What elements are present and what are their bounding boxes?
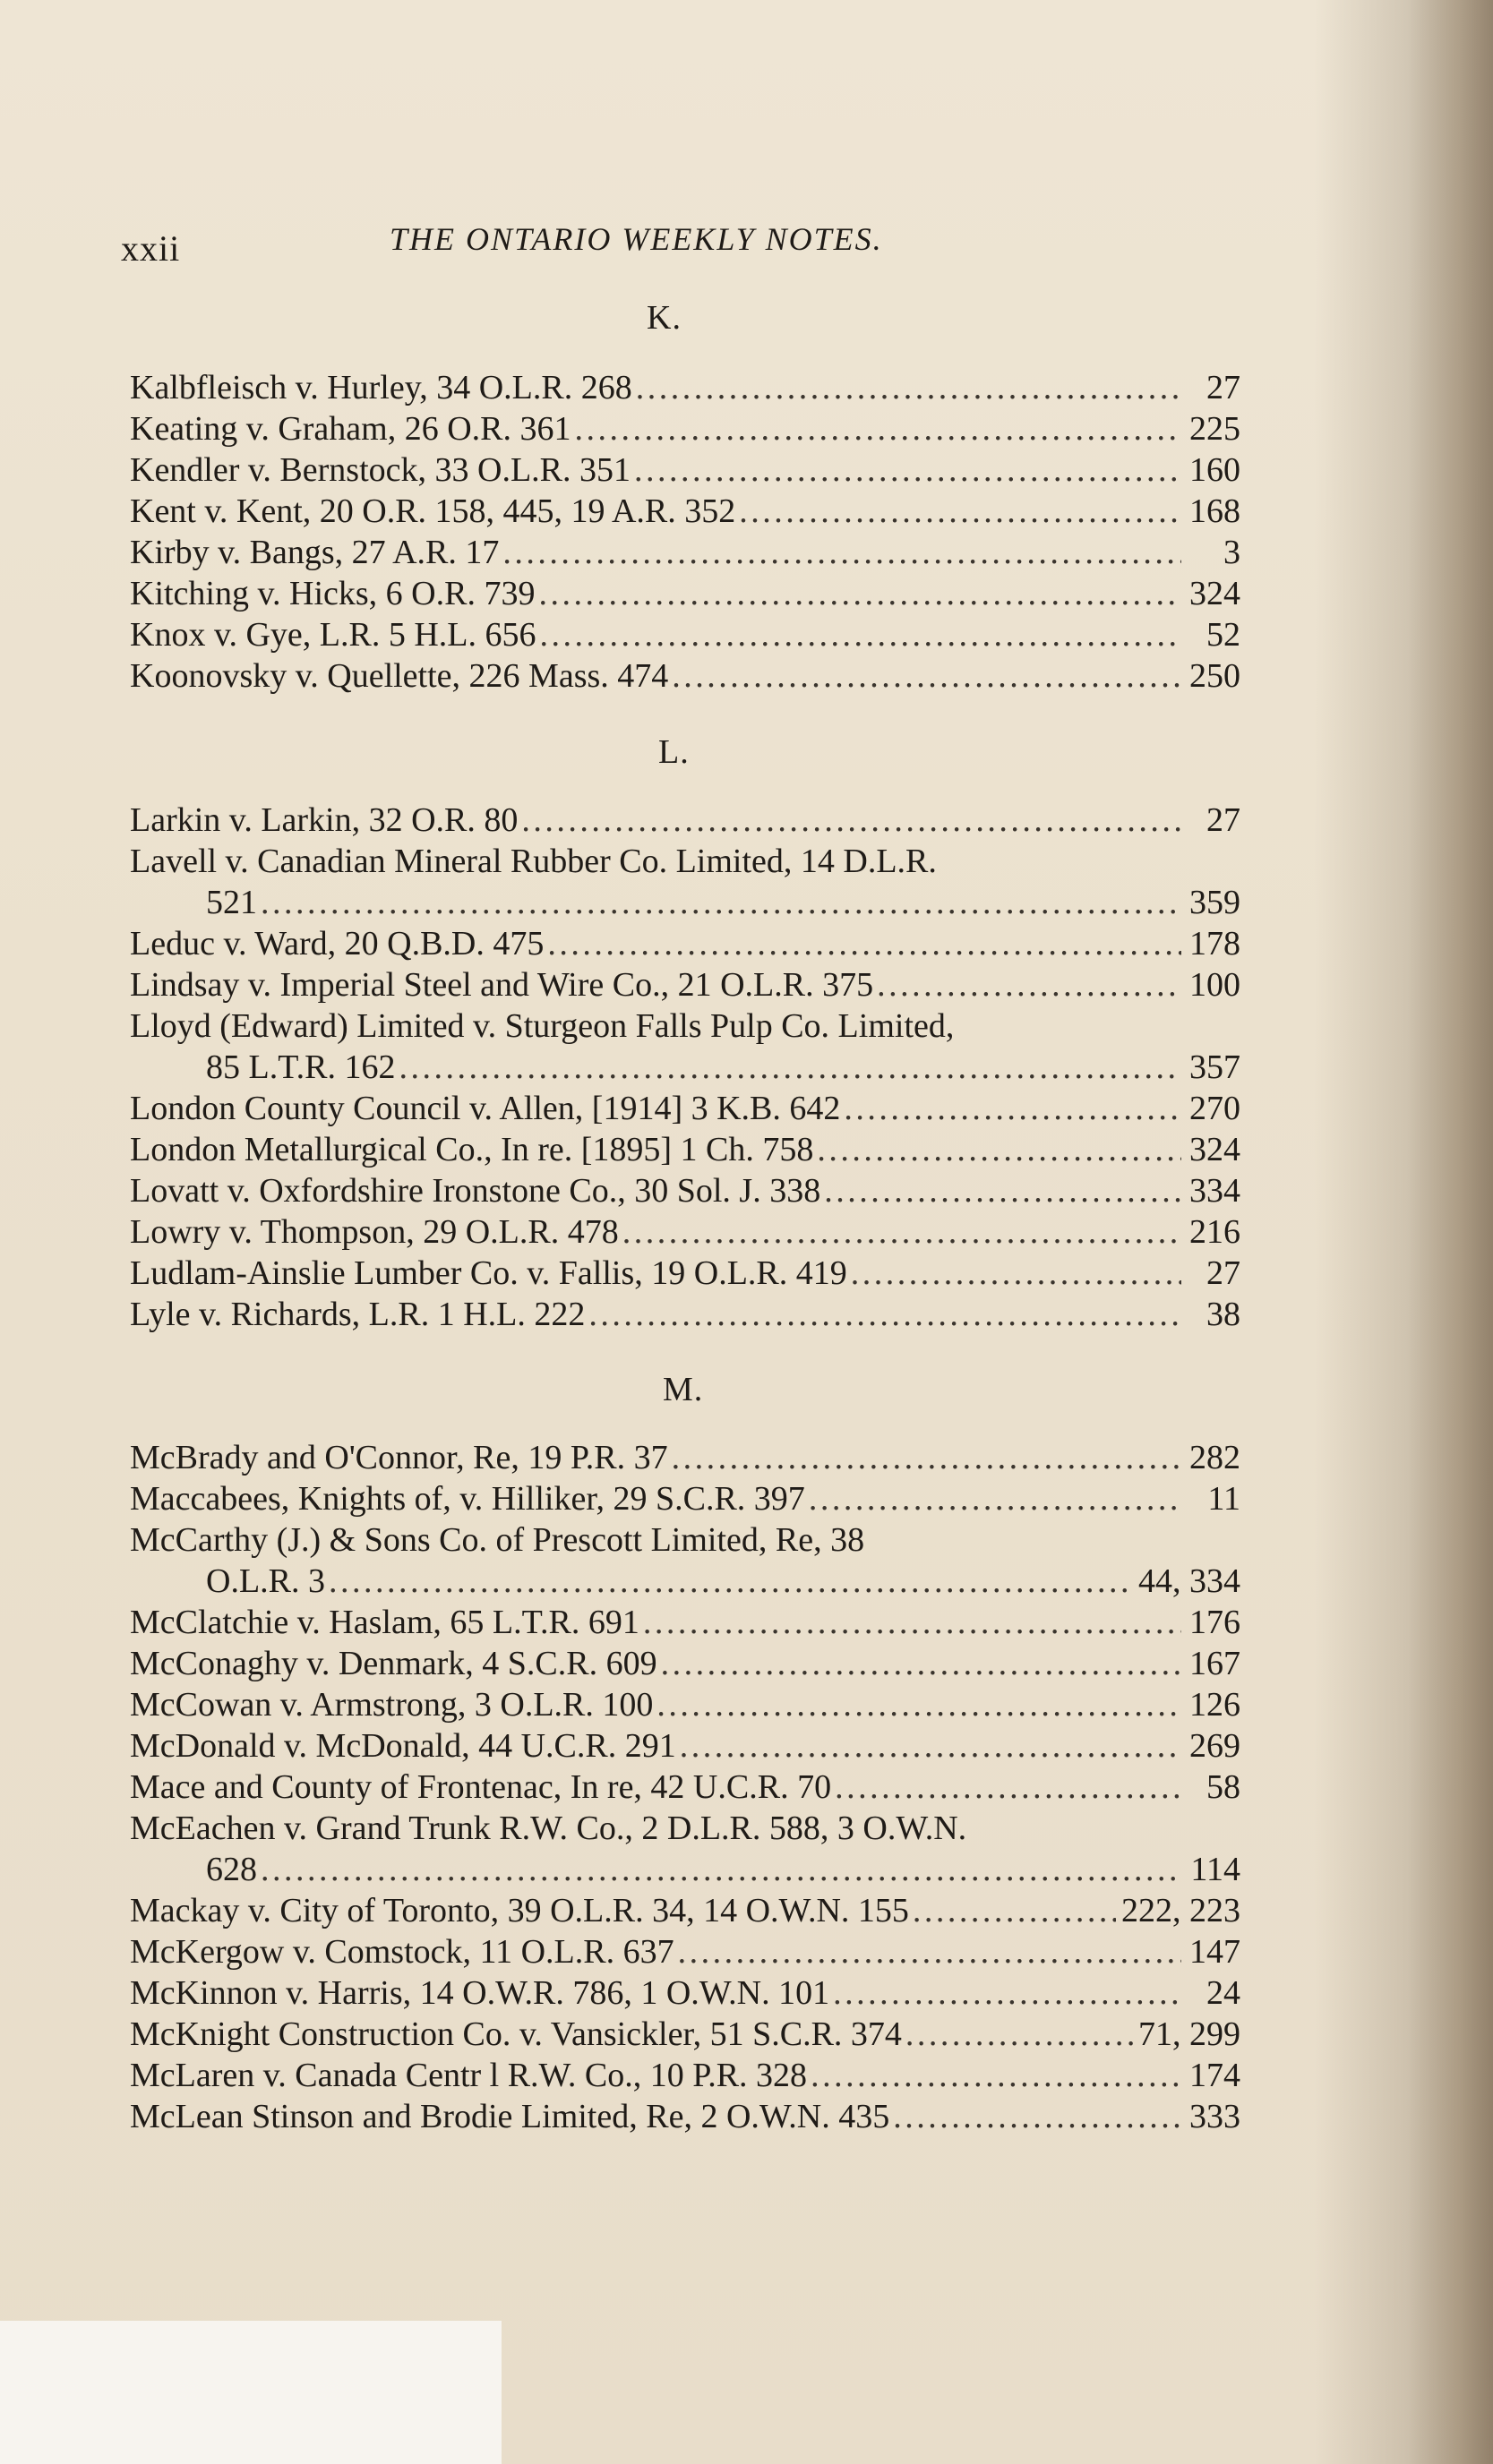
entry-text: Kendler v. Bernstock, 33 O.L.R. 351 xyxy=(130,451,631,489)
dot-leader xyxy=(672,655,1181,697)
entry-page: 71, 299 xyxy=(1138,2015,1240,2053)
entry-text: London County Council v. Allen, [1914] 3 K.B. 642 xyxy=(130,1090,841,1127)
dot-leader xyxy=(680,1725,1181,1767)
entry-page: 216 xyxy=(1189,1213,1240,1251)
dot-leader xyxy=(540,614,1182,655)
entry-page: 324 xyxy=(1189,575,1240,612)
entry-page: 11 xyxy=(1207,1480,1240,1518)
dot-leader xyxy=(538,573,1181,614)
index-entry xyxy=(130,1129,1240,1170)
index-entry xyxy=(130,573,1240,614)
entry-text: Mace and County of Frontenac, In re, 42 U.C.R. 70 xyxy=(130,1768,832,1806)
entry-text: McConaghy v. Denmark, 4 S.C.R. 609 xyxy=(130,1645,657,1682)
entry-page: 324 xyxy=(1189,1131,1240,1168)
entry-page: 38 xyxy=(1206,1296,1240,1333)
entry-page: 27 xyxy=(1206,1254,1240,1292)
index-entry-first-line: McCarthy (J.) & Sons Co. of Prescott Limited, Re, 38 xyxy=(130,1521,865,1559)
entry-text: Lowry v. Thompson, 29 O.L.R. 478 xyxy=(130,1213,619,1251)
dot-leader xyxy=(824,1170,1181,1211)
index-entry xyxy=(130,2055,1240,2096)
entry-page: 24 xyxy=(1206,1974,1240,2012)
index-entry xyxy=(130,1972,1240,2014)
entry-text: Kalbfleisch v. Hurley, 34 O.L.R. 268 xyxy=(130,369,632,406)
entry-text: London Metallurgical Co., In re. [1895] 1 Ch. 758 xyxy=(130,1131,814,1168)
index-entry xyxy=(130,1643,1240,1684)
entry-text: Lindsay v. Imperial Steel and Wire Co., 21 O.L.R. 375 xyxy=(130,966,874,1004)
dot-leader xyxy=(851,1253,1181,1294)
dot-leader xyxy=(502,532,1181,573)
entry-page: 222, 223 xyxy=(1121,1892,1240,1929)
index-entry xyxy=(130,1767,1240,1808)
index-entry xyxy=(130,1253,1240,1294)
entry-page: 167 xyxy=(1189,1645,1240,1682)
index-entry xyxy=(130,1890,1240,1931)
entry-page: 359 xyxy=(1189,884,1240,921)
blank-corner-patch xyxy=(0,2321,502,2464)
index-entry xyxy=(130,367,1240,408)
entry-text: Ludlam-Ainslie Lumber Co. v. Fallis, 19 O.L.R. 419 xyxy=(130,1254,847,1292)
index-entry-continuation xyxy=(206,1561,1240,1602)
index-entry xyxy=(130,800,1240,841)
entry-text: McClatchie v. Haslam, 65 L.T.R. 691 xyxy=(130,1604,639,1641)
entry-text: 628 xyxy=(206,1851,257,1888)
index-entry-continuation xyxy=(206,1849,1240,1890)
dot-leader xyxy=(905,2014,1133,2055)
index-entry xyxy=(130,1088,1240,1129)
dot-leader xyxy=(634,449,1181,491)
dot-leader xyxy=(399,1047,1181,1088)
index-entry xyxy=(130,614,1240,655)
index-entry xyxy=(130,1931,1240,1972)
dot-leader xyxy=(329,1561,1133,1602)
dot-leader xyxy=(575,408,1182,449)
section-letter-m: M. xyxy=(663,1371,704,1408)
index-entry xyxy=(130,1294,1240,1335)
entry-text: Keating v. Graham, 26 O.R. 361 xyxy=(130,410,571,448)
spine-shadow xyxy=(1408,0,1493,2464)
index-entry xyxy=(130,1602,1240,1643)
index-entry xyxy=(130,2096,1240,2137)
entry-text: O.L.R. 3 xyxy=(206,1562,325,1600)
dot-leader xyxy=(739,491,1181,532)
entry-text: Kitching v. Hicks, 6 O.R. 739 xyxy=(130,575,536,612)
index-entry-continuation xyxy=(206,882,1240,923)
entry-text: Kent v. Kent, 20 O.R. 158, 445, 19 A.R. 352 xyxy=(130,492,736,530)
dot-leader xyxy=(913,1890,1116,1931)
index-entry xyxy=(130,964,1240,1005)
entry-page: 357 xyxy=(1189,1048,1240,1086)
dot-leader xyxy=(809,1478,1181,1519)
index-entry-continuation xyxy=(206,1047,1240,1088)
entry-page: 3 xyxy=(1223,534,1240,571)
dot-leader xyxy=(656,1684,1181,1725)
entry-text: Koonovsky v. Quellette, 226 Mass. 474 xyxy=(130,657,669,695)
entry-page: 176 xyxy=(1189,1604,1240,1641)
entry-text: Leduc v. Ward, 20 Q.B.D. 475 xyxy=(130,925,545,962)
dot-leader xyxy=(521,800,1181,841)
dot-leader xyxy=(643,1602,1181,1643)
running-title: THE ONTARIO WEEKLY NOTES. xyxy=(390,221,883,257)
index-entry-first-line: Lloyd (Edward) Limited v. Sturgeon Falls Pulp Co. Limited, xyxy=(130,1007,955,1045)
entry-text: McLaren v. Canada Centr l R.W. Co., 10 P.R. 328 xyxy=(130,2057,808,2094)
entry-text: Maccabees, Knights of, v. Hilliker, 29 S.C.R. 397 xyxy=(130,1480,805,1518)
dot-leader xyxy=(833,1972,1181,2014)
index-entry xyxy=(130,1211,1240,1253)
entry-page: 100 xyxy=(1189,966,1240,1004)
entry-page: 126 xyxy=(1189,1686,1240,1724)
entry-page: 27 xyxy=(1206,369,1240,406)
entry-text: McKnight Construction Co. v. Vansickler, 51 S.C.R. 374 xyxy=(130,2015,902,2053)
index-entry xyxy=(130,1170,1240,1211)
entry-page: 174 xyxy=(1189,2057,1240,2094)
index-entry-first-line: Lavell v. Canadian Mineral Rubber Co. Limited, 14 D.L.R. xyxy=(130,843,937,880)
index-entry xyxy=(130,491,1240,532)
index-entry xyxy=(130,923,1240,964)
dot-leader xyxy=(844,1088,1181,1129)
index-entry xyxy=(130,532,1240,573)
entry-text: Lyle v. Richards, L.R. 1 H.L. 222 xyxy=(130,1296,586,1333)
entry-page: 58 xyxy=(1206,1768,1240,1806)
dot-leader xyxy=(893,2096,1181,2137)
index-entry xyxy=(130,408,1240,449)
dot-leader xyxy=(588,1294,1181,1335)
entry-text: Mackay v. City of Toronto, 39 O.L.R. 34, 14 O.W.N. 155 xyxy=(130,1892,909,1929)
dot-leader xyxy=(811,2055,1181,2096)
entry-page: 52 xyxy=(1206,616,1240,654)
index-entry xyxy=(130,1437,1240,1478)
index-entry xyxy=(130,2014,1240,2055)
entry-page: 27 xyxy=(1206,801,1240,839)
entry-page: 333 xyxy=(1189,2098,1240,2135)
index-entry-first-line: McEachen v. Grand Trunk R.W. Co., 2 D.L.R. 588, 3 O.W.N. xyxy=(130,1810,967,1847)
dot-leader xyxy=(261,1849,1181,1890)
dot-leader xyxy=(547,923,1181,964)
dot-leader xyxy=(622,1211,1181,1253)
entry-text: Lovatt v. Oxfordshire Ironstone Co., 30 Sol. J. 338 xyxy=(130,1172,821,1210)
section-letter-k: K. xyxy=(647,299,682,337)
entry-page: 160 xyxy=(1189,451,1240,489)
entry-text: 85 L.T.R. 162 xyxy=(206,1048,396,1086)
index-entry xyxy=(130,655,1240,697)
entry-page: 270 xyxy=(1189,1090,1240,1127)
entry-text: Kirby v. Bangs, 27 A.R. 17 xyxy=(130,534,500,571)
section-letter-l: L. xyxy=(658,733,690,771)
index-entry xyxy=(130,449,1240,491)
entry-page: 282 xyxy=(1189,1439,1240,1476)
entry-page: 178 xyxy=(1189,925,1240,962)
entry-text: McBrady and O'Connor, Re, 19 P.R. 37 xyxy=(130,1439,668,1476)
page-folio: xxii xyxy=(121,228,181,269)
entry-page: 44, 334 xyxy=(1138,1562,1240,1600)
entry-text: Knox v. Gye, L.R. 5 H.L. 656 xyxy=(130,616,536,654)
dot-leader xyxy=(877,964,1181,1005)
entry-page: 269 xyxy=(1189,1727,1240,1765)
dot-leader xyxy=(835,1767,1181,1808)
index-entry xyxy=(130,1725,1240,1767)
dot-leader xyxy=(636,367,1181,408)
index-entry xyxy=(130,1684,1240,1725)
dot-leader xyxy=(261,882,1181,923)
entry-text: McDonald v. McDonald, 44 U.C.R. 291 xyxy=(130,1727,676,1765)
entry-page: 147 xyxy=(1189,1933,1240,1971)
dot-leader xyxy=(661,1643,1181,1684)
entry-text: McCowan v. Armstrong, 3 O.L.R. 100 xyxy=(130,1686,654,1724)
entry-page: 168 xyxy=(1189,492,1240,530)
entry-text: Larkin v. Larkin, 32 O.R. 80 xyxy=(130,801,519,839)
dot-leader xyxy=(817,1129,1181,1170)
dot-leader xyxy=(678,1931,1181,1972)
dot-leader xyxy=(672,1437,1181,1478)
entry-text: McKinnon v. Harris, 14 O.W.R. 786, 1 O.W.N. 101 xyxy=(130,1974,830,2012)
entry-text: McLean Stinson and Brodie Limited, Re, 2 O.W.N. 435 xyxy=(130,2098,890,2135)
entry-page: 225 xyxy=(1189,410,1240,448)
entry-page: 250 xyxy=(1189,657,1240,695)
entry-text: 521 xyxy=(206,884,257,921)
entry-page: 114 xyxy=(1190,1851,1240,1888)
index-entry xyxy=(130,1478,1240,1519)
entry-page: 334 xyxy=(1189,1172,1240,1210)
entry-text: McKergow v. Comstock, 11 O.L.R. 637 xyxy=(130,1933,674,1971)
page-header xyxy=(121,213,1240,270)
